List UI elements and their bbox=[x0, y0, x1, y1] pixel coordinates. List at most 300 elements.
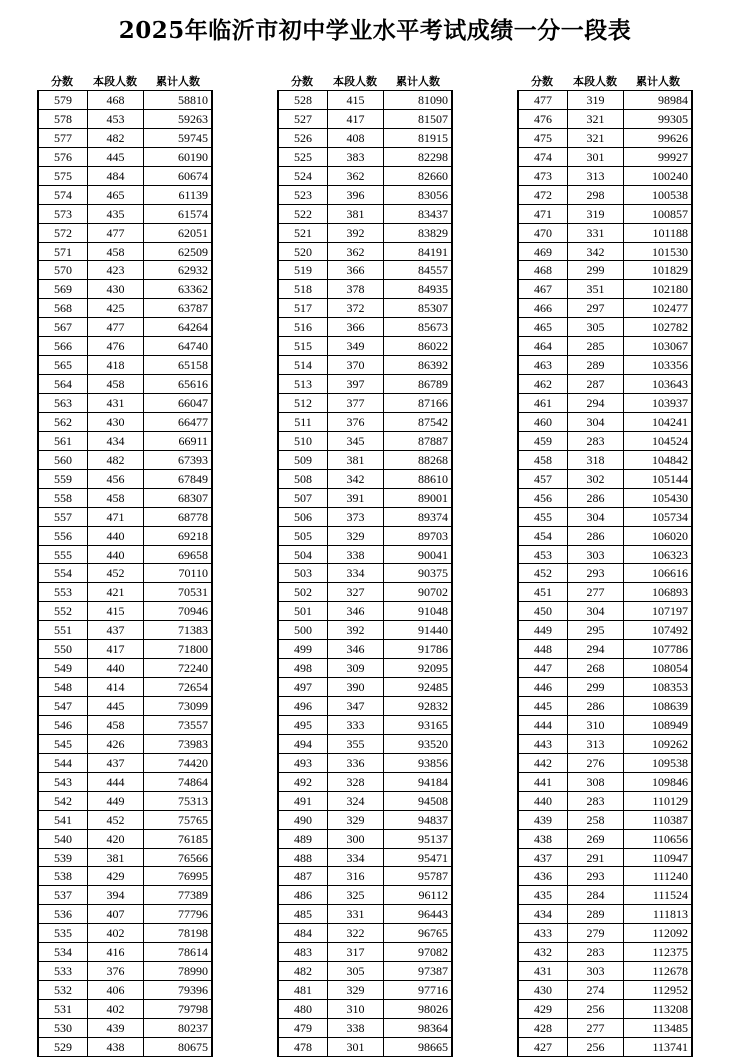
table-row bbox=[37, 186, 213, 205]
cumulative-count-cell: 91440 bbox=[383, 621, 453, 640]
score-cell: 519 bbox=[277, 261, 327, 280]
table-row bbox=[37, 867, 213, 886]
score-cell: 456 bbox=[517, 489, 567, 508]
score-cell: 555 bbox=[37, 546, 87, 565]
score-cell: 448 bbox=[517, 640, 567, 659]
segment-count-cell: 430 bbox=[87, 413, 143, 432]
table-row bbox=[37, 830, 213, 849]
segment-count-cell: 408 bbox=[327, 129, 383, 148]
table-row bbox=[277, 602, 453, 621]
table-row bbox=[517, 564, 693, 583]
table-row bbox=[517, 849, 693, 868]
cumulative-count-cell: 96443 bbox=[383, 905, 453, 924]
score-cell: 486 bbox=[277, 886, 327, 905]
table-row bbox=[277, 773, 453, 792]
score-cell: 444 bbox=[517, 716, 567, 735]
table-row bbox=[277, 981, 453, 1000]
segment-count-cell: 482 bbox=[87, 451, 143, 470]
segment-count-cell: 258 bbox=[567, 811, 623, 830]
cumulative-count-cell: 68778 bbox=[143, 508, 213, 527]
cumulative-count-cell: 77796 bbox=[143, 905, 213, 924]
score-cell: 565 bbox=[37, 356, 87, 375]
segment-count-cell: 283 bbox=[567, 792, 623, 811]
segment-count-cell: 342 bbox=[327, 470, 383, 489]
score-cell: 446 bbox=[517, 678, 567, 697]
table-row bbox=[37, 811, 213, 830]
segment-count-cell: 293 bbox=[567, 867, 623, 886]
cumulative-count-cell: 70531 bbox=[143, 583, 213, 602]
segment-count-cell: 309 bbox=[327, 659, 383, 678]
segment-count-cell: 304 bbox=[567, 508, 623, 527]
table-row bbox=[37, 886, 213, 905]
cumulative-count-cell: 62051 bbox=[143, 224, 213, 243]
table-row bbox=[37, 470, 213, 489]
table-row bbox=[277, 186, 453, 205]
score-cell: 497 bbox=[277, 678, 327, 697]
segment-count-cell: 476 bbox=[87, 337, 143, 356]
table-row bbox=[277, 849, 453, 868]
segment-count-cell: 331 bbox=[567, 224, 623, 243]
table-row bbox=[277, 811, 453, 830]
table-row bbox=[517, 773, 693, 792]
segment-count-cell: 299 bbox=[567, 261, 623, 280]
score-cell: 515 bbox=[277, 337, 327, 356]
table-row bbox=[277, 962, 453, 981]
cumulative-count-cell: 84191 bbox=[383, 243, 453, 262]
segment-count-cell: 349 bbox=[327, 337, 383, 356]
score-cell: 436 bbox=[517, 867, 567, 886]
table-row bbox=[517, 375, 693, 394]
cumulative-count-cell: 69658 bbox=[143, 546, 213, 565]
cumulative-count-cell: 104241 bbox=[623, 413, 693, 432]
score-cell: 550 bbox=[37, 640, 87, 659]
segment-count-cell: 277 bbox=[567, 583, 623, 602]
table-body bbox=[277, 90, 453, 1057]
cumulative-count-cell: 61574 bbox=[143, 205, 213, 224]
segment-count-cell: 294 bbox=[567, 640, 623, 659]
table-row bbox=[37, 148, 213, 167]
segment-count-cell: 286 bbox=[567, 697, 623, 716]
score-cell: 570 bbox=[37, 261, 87, 280]
table-row bbox=[277, 735, 453, 754]
cumulative-count-cell: 95471 bbox=[383, 849, 453, 868]
cumulative-count-cell: 68307 bbox=[143, 489, 213, 508]
table-row bbox=[277, 261, 453, 280]
table-row bbox=[517, 943, 693, 962]
segment-count-cell: 423 bbox=[87, 261, 143, 280]
table-row bbox=[517, 886, 693, 905]
header-score: 分数 bbox=[531, 75, 553, 88]
cumulative-count-cell: 66911 bbox=[143, 432, 213, 451]
table-row bbox=[277, 1019, 453, 1038]
cumulative-count-cell: 66477 bbox=[143, 413, 213, 432]
segment-count-cell: 301 bbox=[327, 1038, 383, 1057]
cumulative-count-cell: 106323 bbox=[623, 546, 693, 565]
score-cell: 440 bbox=[517, 792, 567, 811]
cumulative-count-cell: 106020 bbox=[623, 527, 693, 546]
segment-count-cell: 439 bbox=[87, 1019, 143, 1038]
table-row bbox=[277, 867, 453, 886]
segment-count-cell: 452 bbox=[87, 811, 143, 830]
score-cell: 546 bbox=[37, 716, 87, 735]
table-row bbox=[37, 849, 213, 868]
segment-count-cell: 440 bbox=[87, 527, 143, 546]
table-row bbox=[277, 1000, 453, 1019]
segment-count-cell: 321 bbox=[567, 110, 623, 129]
table-row bbox=[517, 243, 693, 262]
table-row bbox=[517, 735, 693, 754]
score-cell: 476 bbox=[517, 110, 567, 129]
table-row bbox=[277, 356, 453, 375]
segment-count-cell: 465 bbox=[87, 186, 143, 205]
segment-count-cell: 381 bbox=[327, 205, 383, 224]
cumulative-count-cell: 100857 bbox=[623, 205, 693, 224]
cumulative-count-cell: 78990 bbox=[143, 962, 213, 981]
score-cell: 531 bbox=[37, 1000, 87, 1019]
cumulative-count-cell: 109846 bbox=[623, 773, 693, 792]
segment-count-cell: 334 bbox=[327, 849, 383, 868]
table-row bbox=[517, 186, 693, 205]
table-row bbox=[37, 337, 213, 356]
score-cell: 541 bbox=[37, 811, 87, 830]
header-count: 本段人数 bbox=[573, 75, 617, 88]
table-row bbox=[517, 867, 693, 886]
table-row bbox=[277, 640, 453, 659]
score-cell: 427 bbox=[517, 1038, 567, 1057]
segment-count-cell: 390 bbox=[327, 678, 383, 697]
cumulative-count-cell: 60190 bbox=[143, 148, 213, 167]
score-cell: 489 bbox=[277, 830, 327, 849]
score-cell: 568 bbox=[37, 299, 87, 318]
segment-count-cell: 313 bbox=[567, 167, 623, 186]
table-row bbox=[37, 583, 213, 602]
score-cell: 470 bbox=[517, 224, 567, 243]
table-row bbox=[37, 508, 213, 527]
table-row bbox=[277, 243, 453, 262]
segment-count-cell: 300 bbox=[327, 830, 383, 849]
score-cell: 532 bbox=[37, 981, 87, 1000]
segment-count-cell: 310 bbox=[327, 1000, 383, 1019]
score-cell: 484 bbox=[277, 924, 327, 943]
score-cell: 563 bbox=[37, 394, 87, 413]
table-row bbox=[277, 129, 453, 148]
table-row bbox=[277, 280, 453, 299]
score-cell: 451 bbox=[517, 583, 567, 602]
cumulative-count-cell: 82298 bbox=[383, 148, 453, 167]
cumulative-count-cell: 108054 bbox=[623, 659, 693, 678]
score-cell: 517 bbox=[277, 299, 327, 318]
cumulative-count-cell: 83437 bbox=[383, 205, 453, 224]
table-header bbox=[37, 74, 213, 90]
segment-count-cell: 256 bbox=[567, 1000, 623, 1019]
cumulative-count-cell: 93520 bbox=[383, 735, 453, 754]
cumulative-count-cell: 97387 bbox=[383, 962, 453, 981]
table-row bbox=[37, 773, 213, 792]
table-row bbox=[277, 91, 453, 110]
cumulative-count-cell: 86392 bbox=[383, 356, 453, 375]
table-row bbox=[517, 129, 693, 148]
cumulative-count-cell: 97082 bbox=[383, 943, 453, 962]
cumulative-count-cell: 69218 bbox=[143, 527, 213, 546]
segment-count-cell: 417 bbox=[327, 110, 383, 129]
score-cell: 428 bbox=[517, 1019, 567, 1038]
cumulative-count-cell: 105144 bbox=[623, 470, 693, 489]
score-cell: 431 bbox=[517, 962, 567, 981]
score-cell: 549 bbox=[37, 659, 87, 678]
segment-count-cell: 430 bbox=[87, 280, 143, 299]
cumulative-count-cell: 81507 bbox=[383, 110, 453, 129]
score-cell: 507 bbox=[277, 489, 327, 508]
segment-count-cell: 376 bbox=[327, 413, 383, 432]
score-table-column-2 bbox=[277, 74, 453, 1057]
segment-count-cell: 406 bbox=[87, 981, 143, 1000]
table-row bbox=[37, 678, 213, 697]
score-cell: 545 bbox=[37, 735, 87, 754]
table-row bbox=[277, 527, 453, 546]
cumulative-count-cell: 98665 bbox=[383, 1038, 453, 1057]
cumulative-count-cell: 73983 bbox=[143, 735, 213, 754]
table-row bbox=[277, 451, 453, 470]
segment-count-cell: 445 bbox=[87, 697, 143, 716]
cumulative-count-cell: 78198 bbox=[143, 924, 213, 943]
score-cell: 463 bbox=[517, 356, 567, 375]
table-row bbox=[517, 413, 693, 432]
table-row bbox=[37, 697, 213, 716]
score-cell: 469 bbox=[517, 243, 567, 262]
table-row bbox=[277, 678, 453, 697]
segment-count-cell: 297 bbox=[567, 299, 623, 318]
table-row bbox=[517, 754, 693, 773]
table-row bbox=[37, 1000, 213, 1019]
table-row bbox=[37, 924, 213, 943]
segment-count-cell: 277 bbox=[567, 1019, 623, 1038]
table-row bbox=[517, 432, 693, 451]
table-row bbox=[517, 318, 693, 337]
segment-count-cell: 305 bbox=[567, 318, 623, 337]
table-row bbox=[277, 375, 453, 394]
score-cell: 473 bbox=[517, 167, 567, 186]
score-cell: 548 bbox=[37, 678, 87, 697]
segment-count-cell: 440 bbox=[87, 546, 143, 565]
cumulative-count-cell: 92832 bbox=[383, 697, 453, 716]
score-cell: 540 bbox=[37, 830, 87, 849]
cumulative-count-cell: 65616 bbox=[143, 375, 213, 394]
table-row bbox=[277, 621, 453, 640]
segment-count-cell: 420 bbox=[87, 830, 143, 849]
header-count: 本段人数 bbox=[93, 75, 137, 88]
segment-count-cell: 394 bbox=[87, 886, 143, 905]
segment-count-cell: 303 bbox=[567, 962, 623, 981]
segment-count-cell: 370 bbox=[327, 356, 383, 375]
cumulative-count-cell: 108639 bbox=[623, 697, 693, 716]
cumulative-count-cell: 103067 bbox=[623, 337, 693, 356]
segment-count-cell: 458 bbox=[87, 716, 143, 735]
segment-count-cell: 336 bbox=[327, 754, 383, 773]
score-cell: 429 bbox=[517, 1000, 567, 1019]
score-cell: 536 bbox=[37, 905, 87, 924]
cumulative-count-cell: 72240 bbox=[143, 659, 213, 678]
cumulative-count-cell: 91786 bbox=[383, 640, 453, 659]
segment-count-cell: 456 bbox=[87, 470, 143, 489]
table-row bbox=[37, 129, 213, 148]
cumulative-count-cell: 89374 bbox=[383, 508, 453, 527]
cumulative-count-cell: 75313 bbox=[143, 792, 213, 811]
segment-count-cell: 317 bbox=[327, 943, 383, 962]
score-cell: 512 bbox=[277, 394, 327, 413]
table-row bbox=[37, 962, 213, 981]
score-cell: 569 bbox=[37, 280, 87, 299]
cumulative-count-cell: 98984 bbox=[623, 91, 693, 110]
segment-count-cell: 269 bbox=[567, 830, 623, 849]
cumulative-count-cell: 109538 bbox=[623, 754, 693, 773]
segment-count-cell: 434 bbox=[87, 432, 143, 451]
score-cell: 508 bbox=[277, 470, 327, 489]
cumulative-count-cell: 96765 bbox=[383, 924, 453, 943]
table-row bbox=[517, 205, 693, 224]
table-row bbox=[277, 716, 453, 735]
table-row bbox=[37, 432, 213, 451]
table-body bbox=[37, 90, 213, 1057]
score-cell: 510 bbox=[277, 432, 327, 451]
cumulative-count-cell: 67849 bbox=[143, 470, 213, 489]
page-title: 2025年临沂市初中学业水平考试成绩一分一段表 bbox=[118, 17, 632, 44]
score-cell: 452 bbox=[517, 564, 567, 583]
cumulative-count-cell: 76566 bbox=[143, 849, 213, 868]
score-cell: 477 bbox=[517, 91, 567, 110]
segment-count-cell: 417 bbox=[87, 640, 143, 659]
segment-count-cell: 391 bbox=[327, 489, 383, 508]
segment-count-cell: 310 bbox=[567, 716, 623, 735]
segment-count-cell: 396 bbox=[327, 186, 383, 205]
cumulative-count-cell: 102782 bbox=[623, 318, 693, 337]
score-cell: 552 bbox=[37, 602, 87, 621]
score-cell: 457 bbox=[517, 470, 567, 489]
table-row bbox=[37, 716, 213, 735]
segment-count-cell: 437 bbox=[87, 621, 143, 640]
score-cell: 528 bbox=[277, 91, 327, 110]
cumulative-count-cell: 87542 bbox=[383, 413, 453, 432]
segment-count-cell: 256 bbox=[567, 1038, 623, 1057]
segment-count-cell: 328 bbox=[327, 773, 383, 792]
score-cell: 557 bbox=[37, 508, 87, 527]
score-cell: 578 bbox=[37, 110, 87, 129]
segment-count-cell: 383 bbox=[327, 148, 383, 167]
segment-count-cell: 333 bbox=[327, 716, 383, 735]
table-row bbox=[517, 110, 693, 129]
cumulative-count-cell: 102180 bbox=[623, 280, 693, 299]
cumulative-count-cell: 111813 bbox=[623, 905, 693, 924]
cumulative-count-cell: 73099 bbox=[143, 697, 213, 716]
table-row bbox=[37, 792, 213, 811]
score-cell: 558 bbox=[37, 489, 87, 508]
score-cell: 501 bbox=[277, 602, 327, 621]
cumulative-count-cell: 58810 bbox=[143, 91, 213, 110]
segment-count-cell: 366 bbox=[327, 261, 383, 280]
segment-count-cell: 376 bbox=[87, 962, 143, 981]
header-cumulative: 累计人数 bbox=[156, 75, 200, 88]
segment-count-cell: 286 bbox=[567, 489, 623, 508]
table-row bbox=[277, 697, 453, 716]
score-cell: 494 bbox=[277, 735, 327, 754]
cumulative-count-cell: 74864 bbox=[143, 773, 213, 792]
score-cell: 466 bbox=[517, 299, 567, 318]
score-cell: 468 bbox=[517, 261, 567, 280]
score-cell: 535 bbox=[37, 924, 87, 943]
cumulative-count-cell: 101530 bbox=[623, 243, 693, 262]
table-row bbox=[277, 943, 453, 962]
score-cell: 551 bbox=[37, 621, 87, 640]
table-row bbox=[517, 261, 693, 280]
table-row bbox=[37, 261, 213, 280]
segment-count-cell: 449 bbox=[87, 792, 143, 811]
segment-count-cell: 429 bbox=[87, 867, 143, 886]
score-cell: 579 bbox=[37, 91, 87, 110]
cumulative-count-cell: 85307 bbox=[383, 299, 453, 318]
table-row bbox=[277, 659, 453, 678]
score-cell: 439 bbox=[517, 811, 567, 830]
score-cell: 472 bbox=[517, 186, 567, 205]
table-row bbox=[517, 981, 693, 1000]
score-cell: 443 bbox=[517, 735, 567, 754]
score-cell: 447 bbox=[517, 659, 567, 678]
score-cell: 459 bbox=[517, 432, 567, 451]
segment-count-cell: 458 bbox=[87, 375, 143, 394]
header-score: 分数 bbox=[51, 75, 73, 88]
score-cell: 461 bbox=[517, 394, 567, 413]
score-cell: 435 bbox=[517, 886, 567, 905]
table-row bbox=[37, 413, 213, 432]
segment-count-cell: 437 bbox=[87, 754, 143, 773]
table-row bbox=[517, 299, 693, 318]
cumulative-count-cell: 91048 bbox=[383, 602, 453, 621]
segment-count-cell: 327 bbox=[327, 583, 383, 602]
header-cumulative: 累计人数 bbox=[636, 75, 680, 88]
segment-count-cell: 346 bbox=[327, 640, 383, 659]
score-cell: 481 bbox=[277, 981, 327, 1000]
table-row bbox=[517, 489, 693, 508]
segment-count-cell: 295 bbox=[567, 621, 623, 640]
cumulative-count-cell: 86022 bbox=[383, 337, 453, 356]
cumulative-count-cell: 94184 bbox=[383, 773, 453, 792]
table-row bbox=[37, 564, 213, 583]
table-row bbox=[517, 508, 693, 527]
cumulative-count-cell: 87887 bbox=[383, 432, 453, 451]
table-row bbox=[517, 962, 693, 981]
score-cell: 482 bbox=[277, 962, 327, 981]
cumulative-count-cell: 73557 bbox=[143, 716, 213, 735]
table-row bbox=[277, 167, 453, 186]
cumulative-count-cell: 63362 bbox=[143, 280, 213, 299]
score-cell: 432 bbox=[517, 943, 567, 962]
segment-count-cell: 373 bbox=[327, 508, 383, 527]
table-row bbox=[277, 110, 453, 129]
score-cell: 533 bbox=[37, 962, 87, 981]
table-row bbox=[517, 546, 693, 565]
cumulative-count-cell: 108949 bbox=[623, 716, 693, 735]
segment-count-cell: 407 bbox=[87, 905, 143, 924]
table-row bbox=[517, 167, 693, 186]
cumulative-count-cell: 99305 bbox=[623, 110, 693, 129]
segment-count-cell: 471 bbox=[87, 508, 143, 527]
cumulative-count-cell: 100538 bbox=[623, 186, 693, 205]
segment-count-cell: 319 bbox=[567, 205, 623, 224]
table-row bbox=[517, 905, 693, 924]
cumulative-count-cell: 93856 bbox=[383, 754, 453, 773]
segment-count-cell: 381 bbox=[327, 451, 383, 470]
segment-count-cell: 313 bbox=[567, 735, 623, 754]
cumulative-count-cell: 93165 bbox=[383, 716, 453, 735]
cumulative-count-cell: 111240 bbox=[623, 867, 693, 886]
